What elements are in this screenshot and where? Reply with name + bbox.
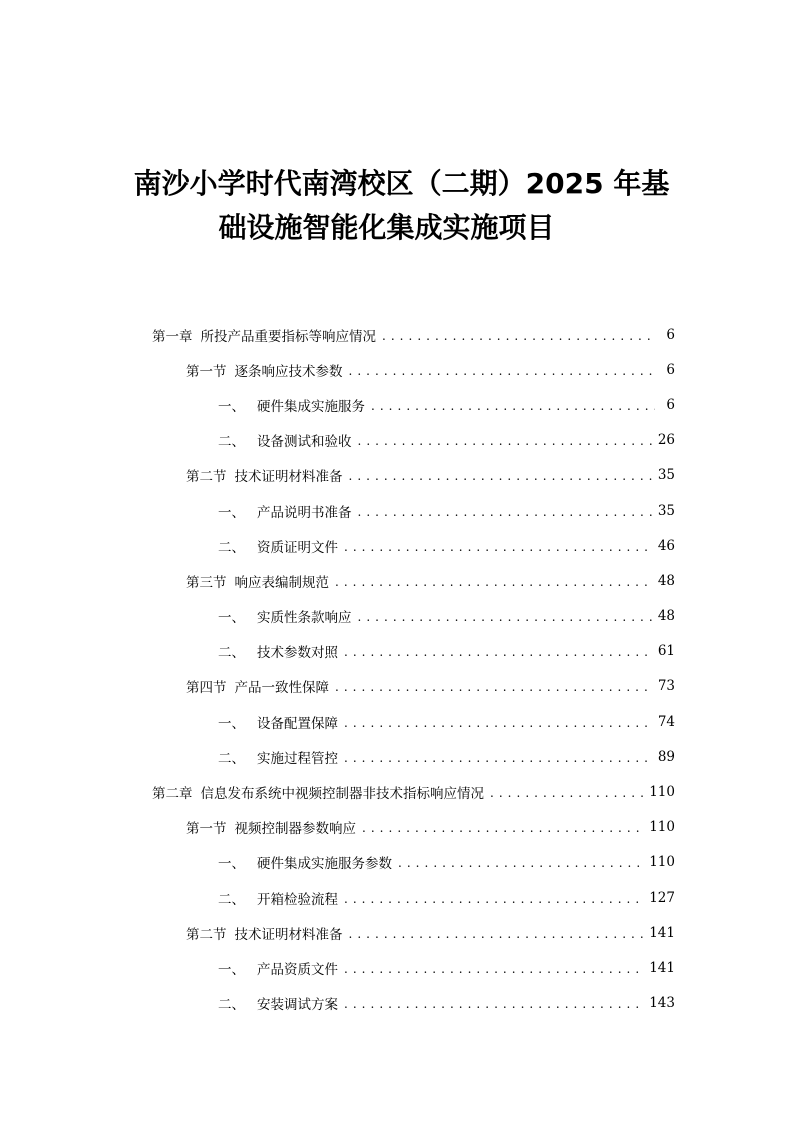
document-title-line-2: 础设施智能化集成实施项目 (218, 211, 555, 244)
toc-page-number: 74 (657, 713, 675, 730)
toc-entry-number: 一、 (218, 856, 245, 873)
toc-entry-title: 硬件集成实施服务参数 (257, 856, 392, 873)
toc-dot-leader (344, 962, 643, 976)
toc-entry-title: 实施过程管控 (257, 750, 338, 767)
toc-page-number: 6 (666, 361, 675, 378)
toc-entry-line (218, 950, 675, 985)
table-of-contents (0, 317, 793, 1021)
toc-entry-number: 一、 (218, 610, 245, 627)
toc-entry-line (218, 528, 675, 563)
toc-entry-title: 技术证明材料准备 (234, 469, 343, 486)
toc-page-number: 35 (657, 467, 675, 484)
toc-entry-title: 视频控制器参数响应 (234, 821, 356, 838)
toc-page-number: 89 (657, 748, 675, 765)
toc-dot-leader (358, 434, 652, 448)
toc-entry-number: 一、 (218, 715, 245, 732)
toc-page-number: 46 (657, 537, 675, 554)
toc-entry-number: 二、 (218, 891, 245, 908)
toc-entry-title: 设备测试和验收 (257, 434, 352, 451)
toc-dot-leader (349, 364, 656, 378)
toc-entry-line (218, 986, 675, 1021)
toc-entry[interactable] (0, 387, 793, 422)
toc-entry-line (186, 810, 675, 845)
toc-entry[interactable] (0, 704, 793, 739)
toc-entry-line (218, 845, 675, 880)
toc-entry-title: 安装调试方案 (257, 997, 338, 1014)
toc-entry-line (186, 352, 675, 387)
toc-dot-leader (398, 856, 643, 870)
document-title (0, 162, 793, 250)
toc-entry[interactable] (0, 458, 793, 493)
toc-entry[interactable] (0, 317, 793, 352)
toc-entry[interactable] (0, 352, 793, 387)
toc-entry-number: 第一节 (186, 363, 227, 380)
toc-entry-number: 第四节 (186, 680, 227, 697)
toc-entry-number: 二、 (218, 750, 245, 767)
toc-entry-number: 二、 (218, 539, 245, 556)
toc-entry-title: 响应表编制规范 (234, 574, 329, 591)
toc-page-number: 6 (666, 326, 675, 343)
toc-entry-line (218, 599, 675, 634)
toc-page-number: 48 (657, 608, 675, 625)
toc-entry[interactable] (0, 880, 793, 915)
toc-dot-leader (490, 786, 643, 800)
toc-page-number: 48 (657, 572, 675, 589)
toc-dot-leader (344, 751, 652, 765)
toc-page-number: 110 (649, 819, 675, 836)
toc-entry-title: 实质性条款响应 (257, 610, 352, 627)
toc-entry[interactable] (0, 599, 793, 634)
toc-entry-line (218, 423, 675, 458)
toc-dot-leader (344, 997, 643, 1011)
toc-entry-line (218, 634, 675, 669)
toc-entry-title: 产品一致性保障 (234, 680, 329, 697)
toc-dot-leader (344, 645, 652, 659)
toc-entry-number: 一、 (218, 398, 245, 415)
toc-entry-title: 技术证明材料准备 (234, 926, 343, 943)
toc-entry-number: 第二节 (186, 926, 227, 943)
toc-page-number: 61 (657, 643, 675, 660)
toc-entry[interactable] (0, 845, 793, 880)
toc-entry[interactable] (0, 950, 793, 985)
toc-entry[interactable] (0, 669, 793, 704)
toc-entry-title: 技术参数对照 (257, 645, 338, 662)
toc-page-number: 110 (649, 854, 675, 871)
toc-entry-number: 第二节 (186, 469, 227, 486)
toc-dot-leader (358, 610, 652, 624)
toc-dot-leader (358, 505, 652, 519)
toc-entry-line (218, 704, 675, 739)
toc-entry-title: 信息发布系统中视频控制器非技术指标响应情况 (200, 786, 484, 803)
toc-entry-number: 一、 (218, 504, 245, 521)
toc-entry[interactable] (0, 423, 793, 458)
toc-entry[interactable] (0, 915, 793, 950)
toc-page-number: 35 (657, 502, 675, 519)
toc-entry[interactable] (0, 739, 793, 774)
toc-entry[interactable] (0, 493, 793, 528)
toc-entry-title: 产品说明书准备 (257, 504, 352, 521)
toc-entry-number: 二、 (218, 434, 245, 451)
toc-dot-leader (335, 680, 652, 694)
toc-entry-number: 第一章 (152, 328, 193, 345)
toc-dot-leader (344, 892, 643, 906)
toc-page-number: 110 (649, 784, 675, 801)
toc-page-number: 143 (649, 995, 675, 1012)
toc-entry-title: 资质证明文件 (257, 539, 338, 556)
toc-entry-number: 第三节 (186, 574, 227, 591)
toc-dot-leader (335, 575, 652, 589)
toc-entry[interactable] (0, 986, 793, 1021)
toc-page-number: 141 (649, 924, 675, 941)
toc-entry-number: 第一节 (186, 821, 227, 838)
toc-entry-line (218, 387, 675, 422)
toc-entry-title: 设备配置保障 (257, 715, 338, 732)
document-title-line-1: 南沙小学时代南湾校区（二期）2025 年基 (133, 167, 670, 200)
toc-entry-number: 一、 (218, 961, 245, 978)
toc-dot-leader (344, 540, 652, 554)
toc-dot-leader (349, 927, 644, 941)
toc-entry-line (218, 739, 675, 774)
toc-entry-title: 产品资质文件 (257, 961, 338, 978)
toc-entry-title: 开箱检验流程 (257, 891, 338, 908)
toc-entry-title: 逐条响应技术参数 (234, 363, 343, 380)
toc-entry-line (186, 458, 675, 493)
toc-entry-number: 二、 (218, 645, 245, 662)
toc-entry-line (152, 317, 675, 352)
toc-entry[interactable] (0, 563, 793, 598)
toc-page-number: 141 (649, 959, 675, 976)
toc-entry-title: 所投产品重要指标等响应情况 (200, 328, 376, 345)
toc-page-number: 127 (649, 889, 675, 906)
toc-entry[interactable] (0, 810, 793, 845)
toc-entry-line (186, 915, 675, 950)
toc-entry[interactable] (0, 528, 793, 563)
toc-entry-title: 硬件集成实施服务 (257, 398, 365, 415)
toc-entry-line (186, 669, 675, 704)
toc-entry-number: 二、 (218, 997, 245, 1014)
toc-entry[interactable] (0, 634, 793, 669)
toc-entry[interactable] (0, 774, 793, 809)
toc-dot-leader (344, 716, 652, 730)
toc-entry-line (218, 493, 675, 528)
toc-dot-leader (371, 399, 655, 413)
toc-dot-leader (382, 329, 655, 343)
toc-entry-line (186, 563, 675, 598)
toc-entry-line (152, 774, 675, 809)
toc-dot-leader (349, 469, 652, 483)
toc-page-number: 6 (666, 396, 675, 413)
toc-page-number: 73 (657, 678, 675, 695)
toc-entry-number: 第二章 (152, 786, 193, 803)
toc-page-number: 26 (657, 432, 675, 449)
toc-dot-leader (362, 821, 643, 835)
toc-entry-line (218, 880, 675, 915)
